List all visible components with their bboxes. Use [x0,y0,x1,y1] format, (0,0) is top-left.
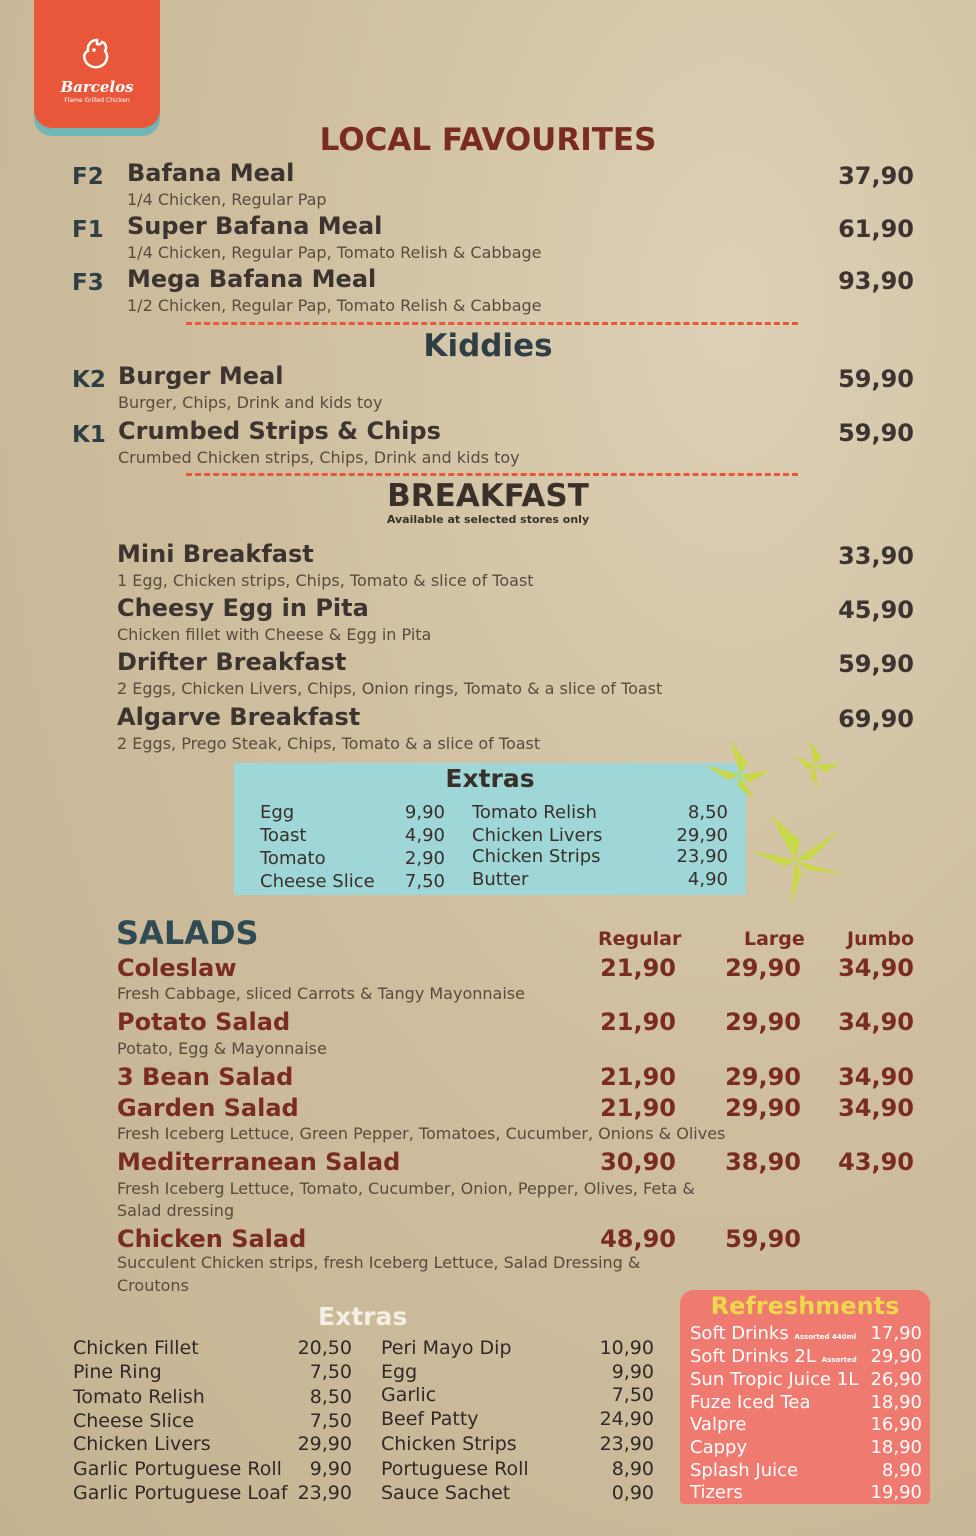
item-code: F1 [72,217,104,243]
extra-price: 8,50 [309,1386,352,1408]
breakfast-extras-title: Extras [445,764,535,793]
extra-price: 8,50 [687,802,728,823]
extra-price: 10,90 [599,1337,654,1359]
extra-name: Cheese Slice [73,1410,195,1432]
extra-price: 2,90 [404,848,445,869]
drink-name: Valpre [690,1414,747,1435]
item-price: 59,90 [838,419,914,447]
extra-name: Garlic Portuguese Loaf [73,1482,288,1504]
item-price: 33,90 [838,542,914,570]
item-price: 45,90 [838,596,914,624]
drink-note: Assorted 440ml [794,1333,857,1341]
item-desc: Chicken fillet with Cheese & Egg in Pita [117,625,432,644]
salad-name: Chicken Salad [117,1225,307,1253]
drink-name: Soft Drinks Assorted 440ml [690,1323,857,1344]
salad-regular: 48,90 [600,1225,676,1253]
salad-name: 3 Bean Salad [117,1063,294,1091]
item-name: Mega Bafana Meal [127,265,377,293]
salad-desc: Fresh Iceberg Lettuce, Tomato, Cucumber, Onion, Pepper, Olives, Feta & [117,1179,695,1198]
item-price: 59,90 [838,650,914,678]
extra-price: 7,50 [404,871,445,892]
item-name: Super Bafana Meal [127,212,383,240]
extra-price: 23,90 [676,846,728,867]
salad-desc: Fresh Iceberg Lettuce, Green Pepper, Tomatoes, Cucumber, Onions & Olives [117,1124,726,1143]
extra-price: 9,90 [611,1361,654,1383]
salad-large: 59,90 [725,1225,801,1253]
extra-price: 23,90 [297,1482,352,1504]
item-desc: 1 Egg, Chicken strips, Chips, Tomato & slice of Toast [117,571,534,590]
salad-name: Coleslaw [117,954,237,982]
extra-name: Peri Mayo Dip [381,1337,512,1359]
col-large: Large [744,928,805,950]
item-desc: Burger, Chips, Drink and kids toy [118,393,383,412]
drink-price: 17,90 [870,1323,922,1344]
divider [186,322,798,325]
extra-name: Chicken Livers [73,1433,211,1455]
extra-price: 29,90 [676,825,728,846]
extra-price: 23,90 [599,1433,654,1455]
extra-name: Butter [472,869,529,890]
salad-jumbo: 34,90 [838,1008,914,1036]
salad-large: 29,90 [725,1063,801,1091]
item-code: F2 [72,164,104,190]
extra-price: 7,50 [309,1361,352,1383]
item-price: 69,90 [838,705,914,733]
drink-price: 8,90 [881,1460,922,1481]
refreshments-heading: Refreshments [710,1292,900,1320]
item-code: F3 [72,270,104,296]
salad-jumbo: 43,90 [838,1148,914,1176]
extra-name: Beef Patty [381,1408,479,1430]
extra-name: Chicken Strips [472,846,601,867]
salad-regular: 21,90 [600,1008,676,1036]
item-desc: 1/2 Chicken, Regular Pap, Tomato Relish & Cabbage [127,296,542,315]
salad-name: Garden Salad [117,1094,299,1122]
extra-name: Pine Ring [73,1361,162,1383]
drink-name: Cappy [690,1437,748,1458]
item-name: Burger Meal [118,362,284,390]
divider [186,473,798,476]
item-name: Cheesy Egg in Pita [117,594,369,622]
extra-name: Tomato Relish [472,802,597,823]
extra-price: 0,90 [611,1482,654,1504]
extra-price: 7,50 [611,1384,654,1406]
salad-jumbo: 34,90 [838,1094,914,1122]
rooster-icon [77,36,117,76]
salad-desc: Fresh Cabbage, sliced Carrots & Tangy Mayonnaise [117,984,525,1003]
drink-price: 19,90 [870,1482,922,1503]
item-name: Crumbed Strips & Chips [118,417,441,445]
salad-name: Mediterranean Salad [117,1148,401,1176]
item-price: 61,90 [838,215,914,243]
col-regular: Regular [598,928,682,950]
item-price: 37,90 [838,162,914,190]
salad-name: Potato Salad [117,1008,291,1036]
drink-price: 29,90 [870,1346,922,1367]
item-price: 93,90 [838,267,914,295]
item-price: 59,90 [838,365,914,393]
item-name: Mini Breakfast [117,540,314,568]
extra-price: 29,90 [297,1433,352,1455]
extra-price: 4,90 [404,825,445,846]
extra-name: Chicken Fillet [73,1337,199,1359]
item-code: K1 [72,422,106,448]
salad-jumbo: 34,90 [838,954,914,982]
salad-desc: Potato, Egg & Mayonnaise [117,1039,327,1058]
salad-large: 29,90 [725,1008,801,1036]
brand-name: Barcelos [60,78,134,96]
brand-logo [34,0,160,128]
item-code: K2 [72,367,106,393]
drink-price: 18,90 [870,1392,922,1413]
salad-desc-cont: Croutons [117,1276,189,1295]
item-name: Algarve Breakfast [117,703,361,731]
col-jumbo: Jumbo [847,928,915,950]
extra-price: 4,90 [687,869,728,890]
extra-name: Portuguese Roll [381,1458,529,1480]
salad-desc-cont: Salad dressing [117,1201,235,1220]
item-desc: Crumbed Chicken strips, Chips, Drink and kids toy [118,448,520,467]
item-name: Bafana Meal [127,159,295,187]
salad-large: 38,90 [725,1148,801,1176]
breakfast-heading: BREAKFAST [387,478,589,514]
extra-price: 7,50 [309,1410,352,1432]
extra-name: Tomato [260,848,326,869]
salad-regular: 21,90 [600,954,676,982]
extra-name: Toast [260,825,307,846]
salad-desc: Succulent Chicken strips, fresh Iceberg Lettuce, Salad Dressing & [117,1253,641,1272]
salads-heading: SALADS [116,914,259,952]
item-name: Drifter Breakfast [117,648,347,676]
breakfast-subtitle: Available at selected stores only [386,513,590,526]
extra-name: Egg [260,802,295,823]
item-desc: 1/4 Chicken, Regular Pap, Tomato Relish & Cabbage [127,243,542,262]
leaf-decoration-icon [700,735,860,910]
extra-price: 9,90 [404,802,445,823]
extra-name: Garlic [381,1384,437,1406]
extra-price: 24,90 [599,1408,654,1430]
salad-large: 29,90 [725,954,801,982]
extra-price: 9,90 [309,1458,352,1480]
salad-jumbo: 34,90 [838,1063,914,1091]
extra-name: Cheese Slice [260,871,375,892]
salad-large: 29,90 [725,1094,801,1122]
salad-regular: 21,90 [600,1094,676,1122]
salad-regular: 21,90 [600,1063,676,1091]
drink-note: Assorted [821,1356,857,1364]
item-desc: 1/4 Chicken, Regular Pap [127,190,327,209]
drink-name: Fuze Iced Tea [690,1392,811,1413]
drink-price: 16,90 [870,1414,922,1435]
item-desc: 2 Eggs, Prego Steak, Chips, Tomato & a slice of Toast [117,734,541,753]
local-favourites-heading: LOCAL FAVOURITES [319,122,657,158]
drink-price: 18,90 [870,1437,922,1458]
extra-name: Sauce Sachet [381,1482,511,1504]
drink-name: Splash Juice [690,1460,799,1481]
drink-price: 26,90 [870,1369,922,1390]
extra-price: 20,50 [297,1337,352,1359]
drink-name: Soft Drinks 2L Assorted [690,1346,857,1367]
extra-name: Tomato Relish [73,1386,205,1408]
drink-name: Tizers [690,1482,743,1503]
drink-name: Sun Tropic Juice 1L [690,1369,859,1390]
salad-regular: 30,90 [600,1148,676,1176]
item-desc: 2 Eggs, Chicken Livers, Chips, Onion rings, Tomato & a slice of Toast [117,679,663,698]
extra-name: Chicken Livers [472,825,603,846]
extra-name: Garlic Portuguese Roll [73,1458,282,1480]
extra-price: 8,90 [611,1458,654,1480]
kiddies-heading: Kiddies [423,328,553,364]
extra-name: Egg [381,1361,418,1383]
brand-tagline: Flame Grilled Chicken [64,97,130,104]
extra-name: Chicken Strips [381,1433,517,1455]
extras-heading: Extras [318,1302,408,1331]
